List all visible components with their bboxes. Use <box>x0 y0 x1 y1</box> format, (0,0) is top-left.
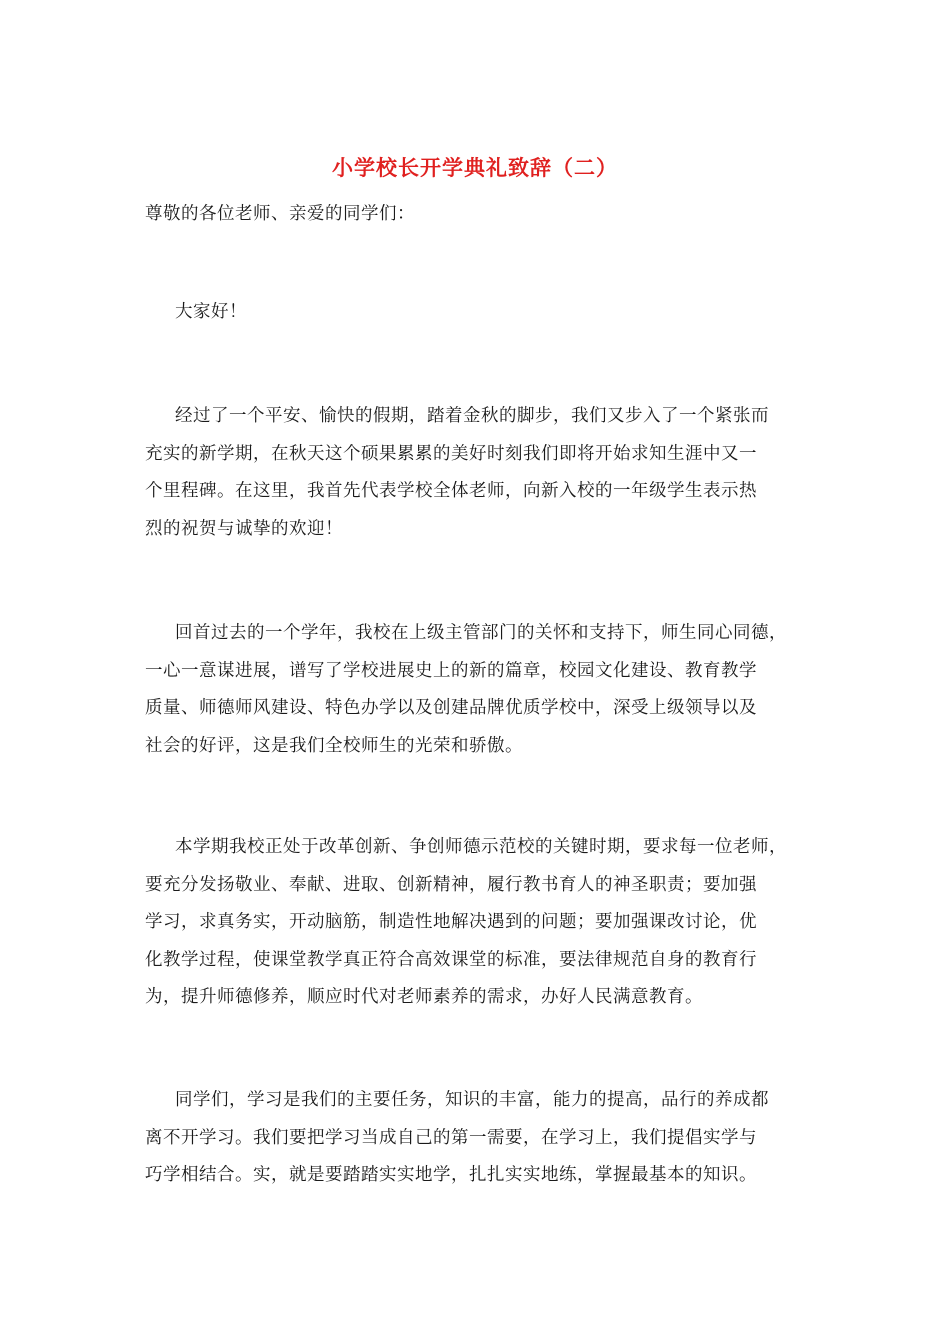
paragraph-line: 同学们，学习是我们的主要任务，知识的丰富，能力的提高，品行的养成都 <box>175 1090 769 1110</box>
salutation-line: 尊敬的各位老师、亲爱的同学们： <box>145 204 415 224</box>
paragraph-line: 本学期我校正处于改革创新、争创师德示范校的关键时期，要求每一位老师， <box>175 837 787 857</box>
paragraph-line: 为，提升师德修养，顺应时代对老师素养的需求，办好人民满意教育。 <box>145 987 703 1007</box>
paragraph-line: 社会的好评，这是我们全校师生的光荣和骄傲。 <box>145 735 523 756</box>
paragraph-line: 充实的新学期，在秋天这个硕果累累的美好时刻我们即将开始求知生涯中又一 <box>145 443 757 464</box>
paragraph-line: 烈的祝贺与诚挚的欢迎！ <box>145 518 343 539</box>
paragraph-2 <box>145 398 815 548</box>
paragraph-3 <box>145 615 815 765</box>
paragraph-line: 一心一意谋进展，谱写了学校进展史上的新的篇章，校园文化建设、教育教学 <box>145 660 757 681</box>
salutation <box>145 196 815 234</box>
paragraph-5 <box>145 1082 815 1195</box>
paragraph-line: 要充分发扬敬业、奉献、进取、创新精神，履行教书育人的神圣职责；要加强 <box>145 874 757 895</box>
document-title: 小学校长开学典礼致辞（二） <box>332 155 618 180</box>
paragraph-line: 离不开学习。我们要把学习当成自己的第一需要，在学习上，我们提倡实学与 <box>145 1127 757 1148</box>
paragraph-line: 化教学过程，使课堂教学真正符合高效课堂的标准，要法律规范自身的教育行 <box>145 949 757 970</box>
paragraph-4 <box>145 829 815 1017</box>
paragraph-line: 巧学相结合。实，就是要踏踏实实地学，扎扎实实地练，掌握最基本的知识。 <box>145 1165 757 1185</box>
paragraph-line: 学习，求真务实，开动脑筋，制造性地解决遇到的问题；要加强课改讨论，优 <box>145 912 757 932</box>
paragraph-line: 回首过去的一个学年，我校在上级主管部门的关怀和支持下，师生同心同德， <box>175 623 787 643</box>
paragraph-line: 个里程碑。在这里，我首先代表学校全体老师，向新入校的一年级学生表示热 <box>145 481 757 501</box>
paragraph-line: 质量、师德师风建设、特色办学以及创建品牌优质学校中，深受上级领导以及 <box>145 698 757 718</box>
paragraph-line: 经过了一个平安、愉快的假期，踏着金秋的脚步，我们又步入了一个紧张而 <box>175 406 769 426</box>
paragraph-1 <box>145 294 815 332</box>
paragraph-line: 大家好！ <box>175 302 247 322</box>
